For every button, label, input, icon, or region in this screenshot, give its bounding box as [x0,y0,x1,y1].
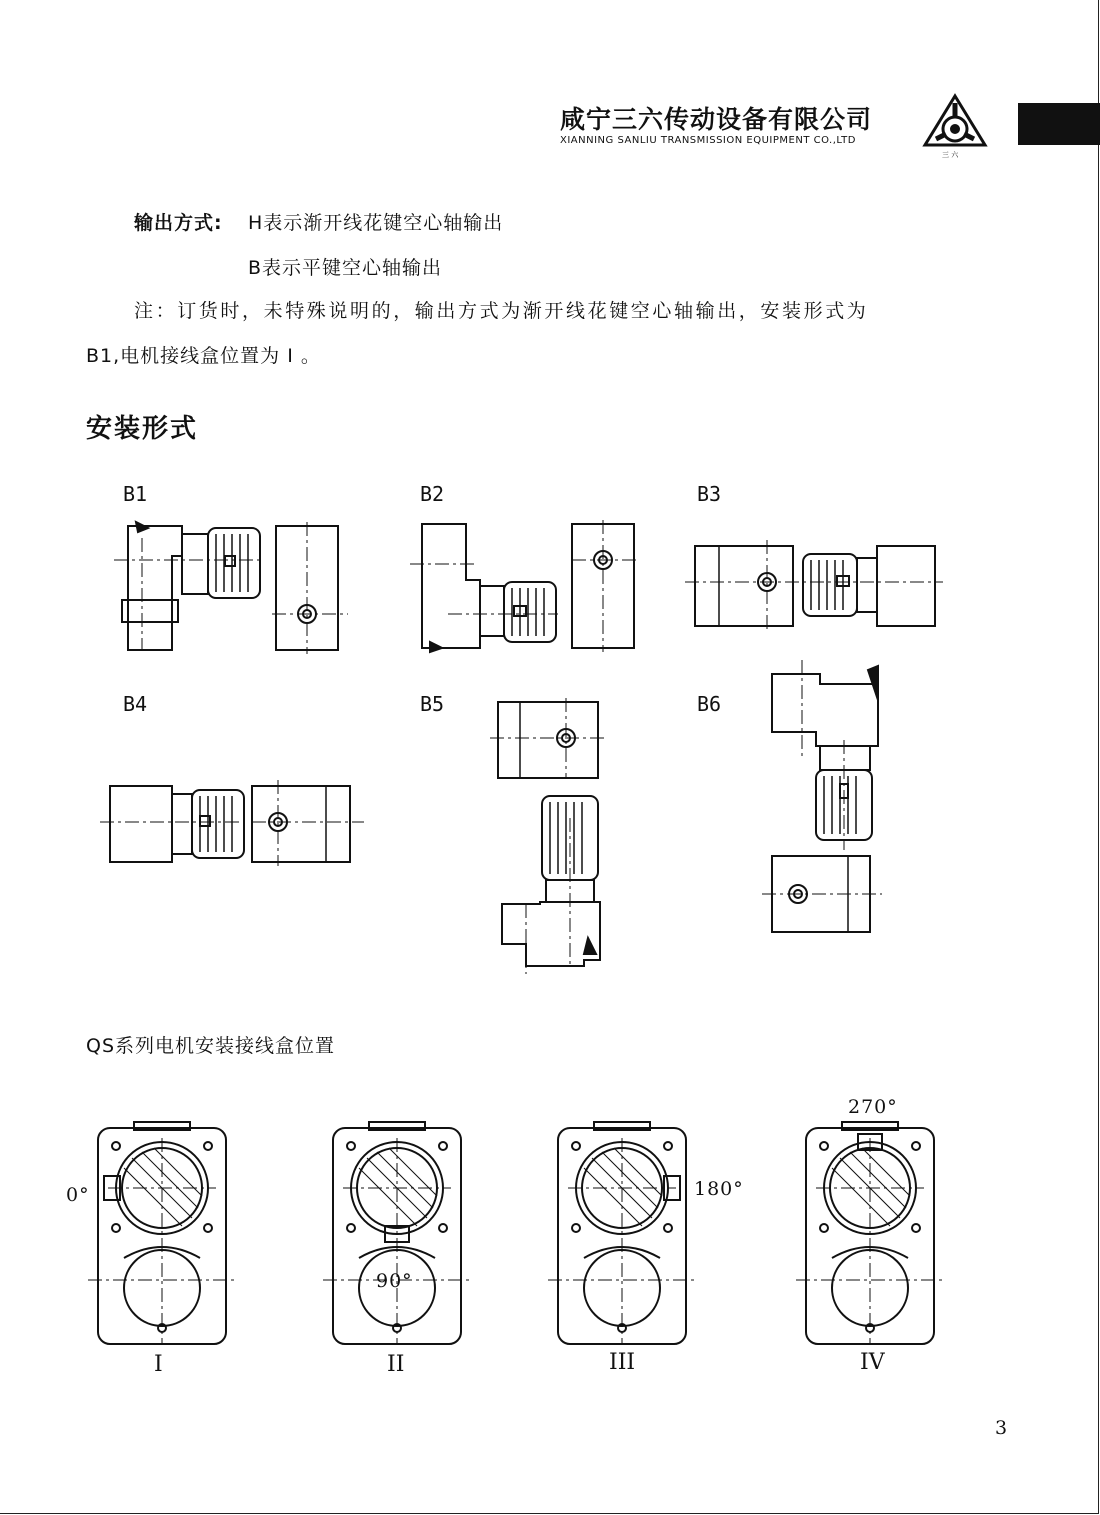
terminal-box-title: QS系列电机安装接线盒位置 [86,1035,336,1057]
logo-caption: 三 六 [942,151,959,159]
mount-label-b4: B4 [123,692,148,716]
position-label-4: IV [860,1350,885,1375]
company-name-en: XIANNING SANLIU TRANSMISSION EQUIPMENT CO.,LTD [560,135,856,146]
position-label-2: II [387,1352,405,1377]
mount-b3-drawing [685,540,945,630]
mount-label-b5: B5 [420,692,445,716]
sanliu-logo-icon [922,93,988,149]
terminal-pos-4-drawing [796,1118,944,1348]
position-label-3: III [609,1350,636,1375]
terminal-pos-3-drawing [548,1118,696,1348]
terminal-pos-1-drawing [88,1118,236,1348]
mount-b4-drawing [100,780,370,866]
output-h-desc: H表示渐开线花键空心轴输出 [248,212,504,234]
order-note-line1: 注：订货时，未特殊说明的，输出方式为渐开线花键空心轴输出，安装形式为 [134,300,869,322]
terminal-pos-2-drawing [323,1118,471,1348]
mount-label-b2: B2 [420,482,445,506]
angle-90-label: 90° [376,1270,413,1292]
chapter-tab [1018,103,1100,145]
mount-b1-drawing [112,518,352,654]
angle-0-label: 0° [66,1184,90,1206]
company-name-cn: 咸宁三六传动设备有限公司 [560,105,873,134]
page-number: 3 [995,1417,1008,1439]
angle-180-label: 180° [694,1178,744,1200]
output-label: 输出方式: [134,212,223,234]
mount-b2-drawing [408,518,648,654]
output-b-desc: B表示平键空心轴输出 [248,257,443,279]
position-label-1: I [154,1352,163,1377]
mount-b6-drawing [760,660,890,940]
mount-label-b1: B1 [123,482,148,506]
order-note-line2: B1,电机接线盒位置为 I 。 [86,345,321,367]
angle-270-label: 270° [848,1096,898,1118]
mount-label-b3: B3 [697,482,722,506]
mount-label-b6: B6 [697,692,722,716]
mount-b5-drawing [490,698,610,974]
mounting-section-title: 安装形式 [86,414,199,444]
